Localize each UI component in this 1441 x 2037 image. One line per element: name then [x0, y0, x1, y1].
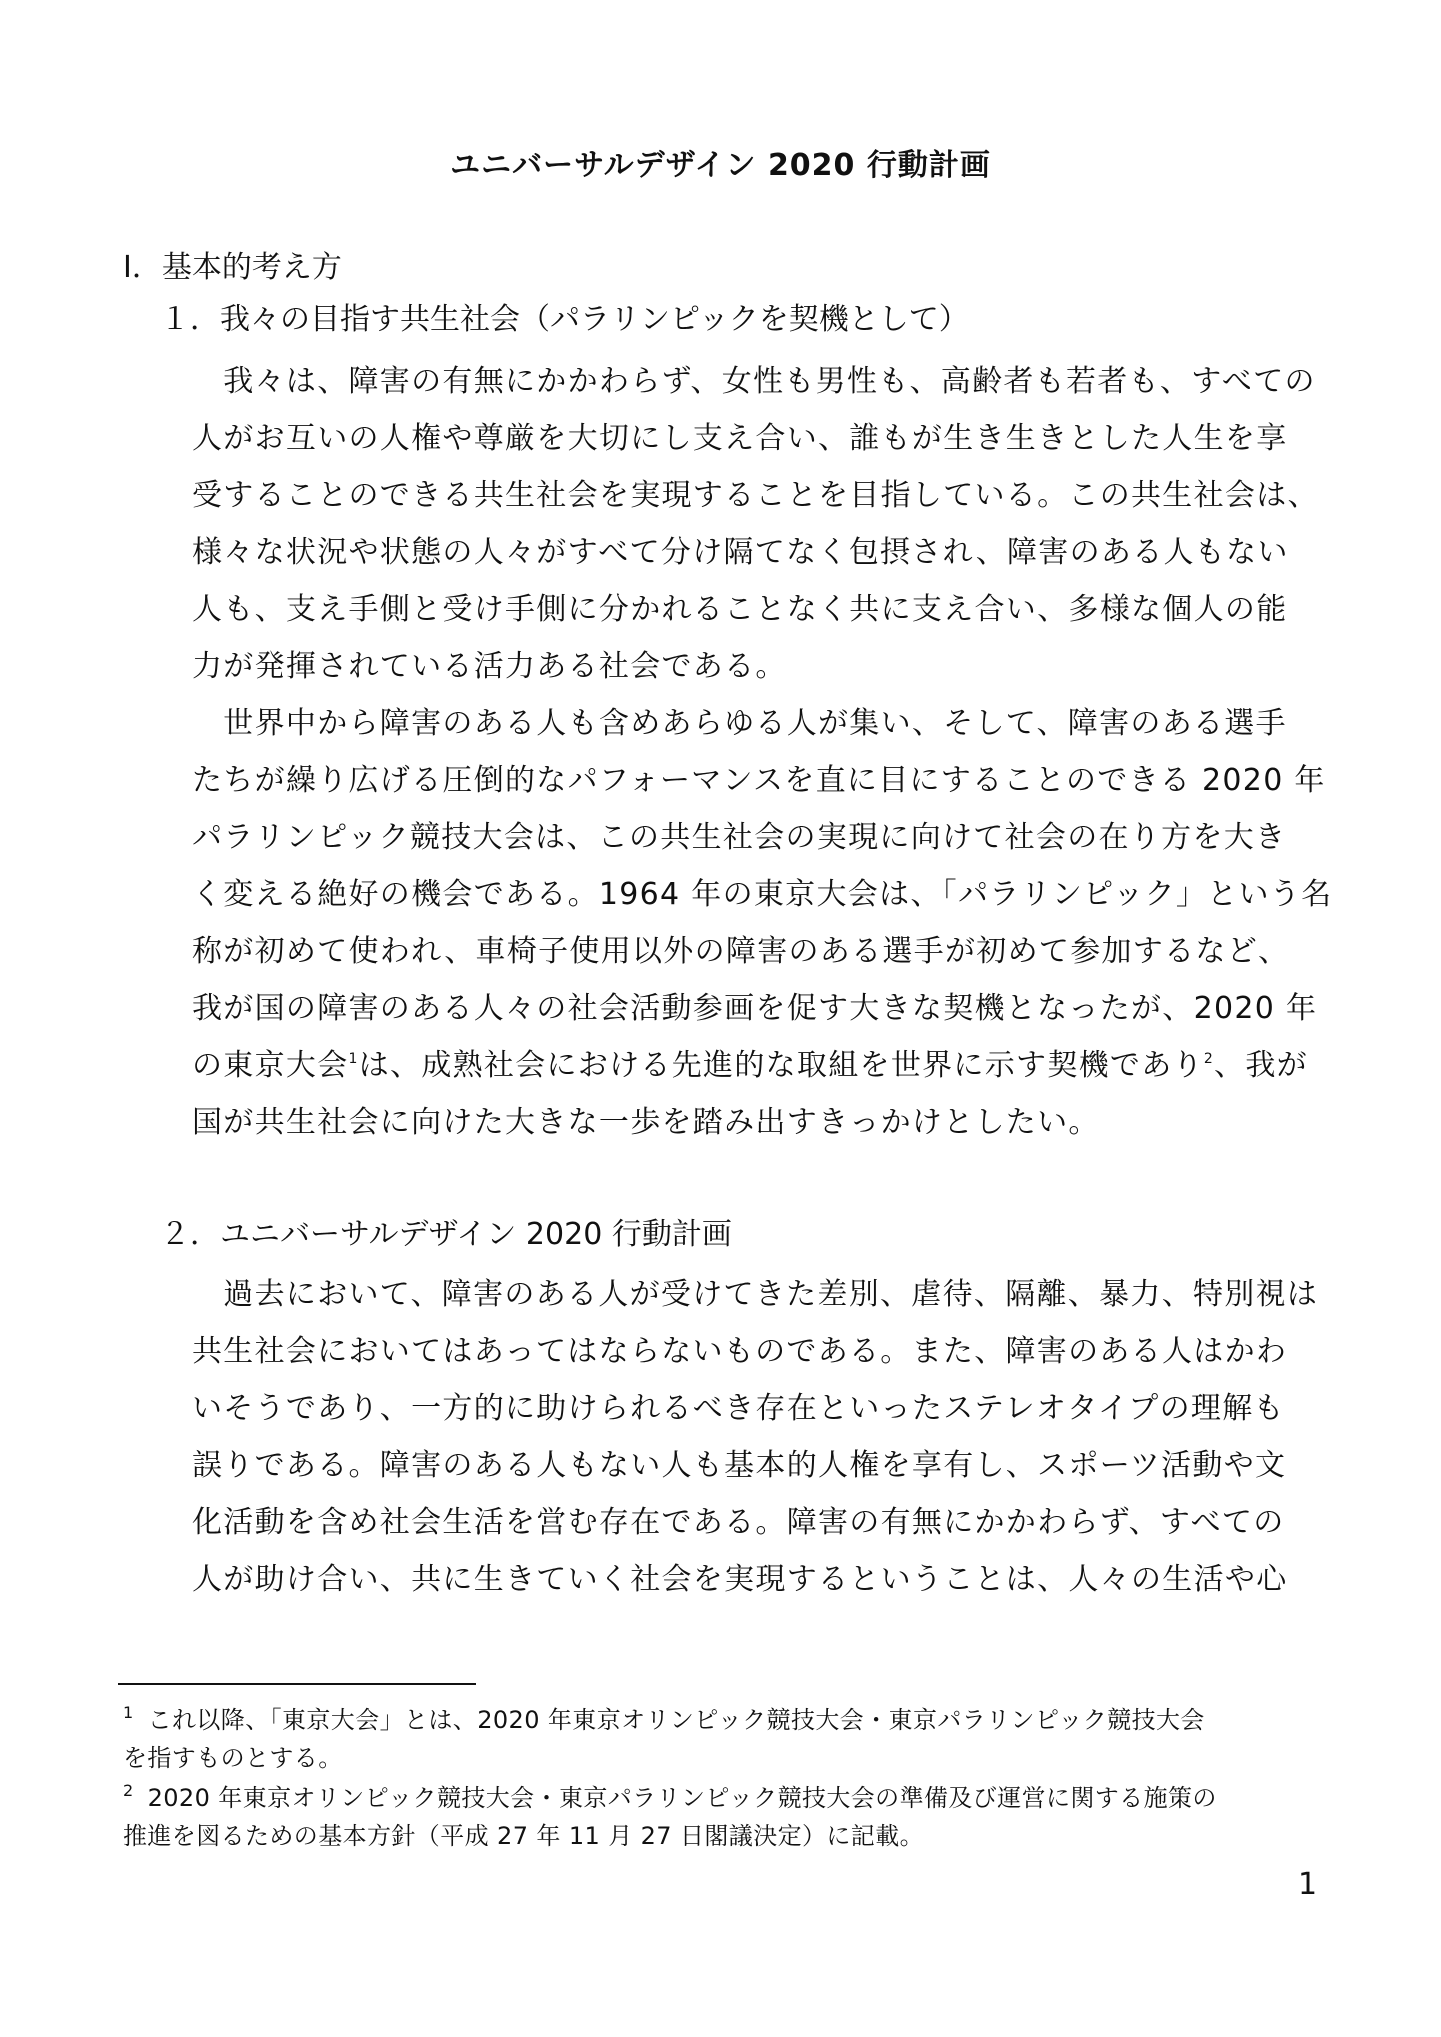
paragraph-line: 誤りである。障害のある人もない人も基本的人権を享有し、スポーツ活動や文: [192, 1448, 1287, 1483]
section-heading-basic-concept: Ⅰ．基本的考え方: [123, 250, 342, 285]
footnote-mark: 1: [123, 1703, 134, 1722]
footnote-1-continued: を指すものとする。: [123, 1744, 343, 1772]
paragraph-line: パラリンピック競技大会は、この共生社会の実現に向けて社会の在り方を大き: [192, 820, 1287, 855]
paragraph-line: 我が国の障害のある人々の社会活動参画を促す大きな契機となったが、2020 年: [192, 991, 1318, 1026]
paragraph-line: たちが繰り広げる圧倒的なパフォーマンスを直に目にすることのできる 2020 年: [192, 763, 1326, 798]
paragraph-line: 化活動を含め社会生活を営む存在である。障害の有無にかかわらず、すべての: [192, 1505, 1285, 1540]
paragraph-line: 人が助け合い、共に生きていく社会を実現するということは、人々の生活や心: [192, 1562, 1288, 1597]
paragraph-line: いそうであり、一方的に助けられるべき存在といったステレオタイプの理解も: [192, 1391, 1285, 1426]
footnote-text: 2020 年東京オリンピック競技大会・東京パラリンピック競技大会の準備及び運営に関する施策の: [147, 1784, 1217, 1812]
footnote-mark: 2: [123, 1781, 134, 1800]
paragraph-line: 人がお互いの人権や尊厳を大切にし支え合い、誰もが生き生きとした人生を享: [192, 421, 1288, 456]
paragraph-line: 称が初めて使われ、車椅子使用以外の障害のある選手が初めて参加するなど、: [192, 934, 1290, 969]
paragraph-line-with-footnotes: [192, 1046, 1312, 1086]
text-segment: の東京大会: [192, 1048, 349, 1083]
paragraph-line: く変える絶好の機会である。1964 年の東京大会は、「パラリンピック」という名: [192, 877, 1333, 912]
paragraph-line: 我々は、障害の有無にかかわらず、女性も男性も、高齢者も若者も、すべての: [192, 364, 1316, 399]
footnote-text: これ以降、「東京大会」とは、2020 年東京オリンピック競技大会・東京パラリンピック競技大会: [147, 1706, 1205, 1734]
text-segment: は、成熟社会における先進的な取組を世界に示す契機であり: [358, 1048, 1204, 1083]
paragraph-line: 過去において、障害のある人が受けてきた差別、虐待、隔離、暴力、特別視は: [192, 1277, 1319, 1312]
document-title: ユニバーサルデザイン 2020 行動計画: [450, 148, 991, 183]
paragraph-line: 様々な状況や状態の人々がすべて分け隔てなく包摂され、障害のある人もない: [192, 535, 1289, 570]
footnote-divider: [118, 1683, 476, 1685]
paragraph-line: 人も、支え手側と受け手側に分かれることなく共に支え合い、多様な個人の能: [192, 592, 1288, 627]
subsection-heading-action-plan: ２．ユニバーサルデザイン 2020 行動計画: [160, 1217, 732, 1252]
page-number: 1: [1298, 1867, 1318, 1902]
footnote-1: [123, 1701, 1323, 1739]
paragraph-line: 受することのできる共生社会を実現することを目指している。この共生社会は、: [192, 478, 1319, 513]
paragraph-line: 国が共生社会に向けた大きな一歩を踏み出すきっかけとしたい。: [192, 1105, 1100, 1140]
footnote-ref-2: 2: [1203, 1051, 1215, 1067]
footnote-ref-1: 1: [348, 1051, 359, 1067]
footnote-2: [123, 1779, 1323, 1817]
subsection-heading-inclusive-society: １．我々の目指す共生社会（パラリンピックを契機として）: [160, 302, 969, 337]
footnote-2-continued: 推進を図るための基本方針（平成 27 年 11 月 27 日閣議決定）に記載。: [123, 1822, 924, 1850]
paragraph-line: 力が発揮されている活力ある社会である。: [192, 649, 787, 684]
text-segment: 、我が: [1214, 1048, 1308, 1083]
paragraph-line: 世界中から障害のある人も含めあらゆる人が集い、そして、障害のある選手: [192, 706, 1287, 741]
paragraph-line: 共生社会においてはあってはならないものである。また、障害のある人はかわ: [192, 1334, 1288, 1369]
